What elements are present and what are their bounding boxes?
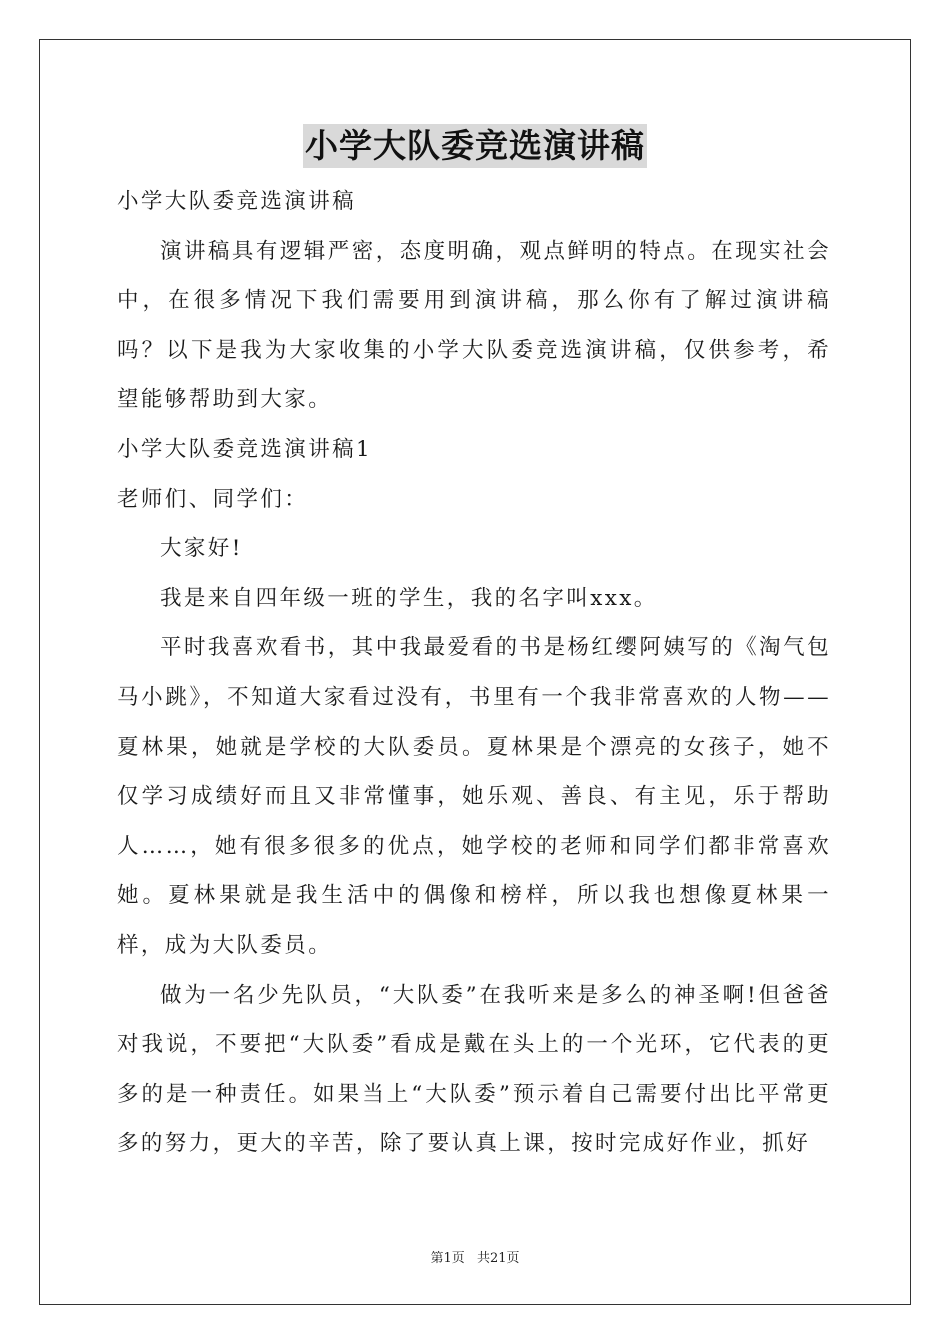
paragraph: 小学大队委竞选演讲稿1 [117,436,373,462]
page-total: 共21页 [476,1251,520,1266]
paragraph: 小学大队委竞选演讲稿 [117,189,357,214]
page-footer [0,1247,950,1266]
paragraph: 平时我喜欢看书，其中我最爱看的书是杨红缨阿姨写的《淘气包马小跳》，不知道大家看过没有，书里有一个我非常喜欢的人物——夏林果，她就是学校的大队委员。夏林果是个漂亮的女孩子，她不仅学习成绩好而且又非常懂事，她乐观、善良、有主见，乐于帮助人……，她有很多很多的优点，她学校的老师和同学们都非常喜欢她。夏林果就是我生活中的偶像和榜样，所以我也想像夏林果一样，成为大队委员。 [117,635,831,958]
paragraph: 大家好! [160,536,243,562]
paragraph: 演讲稿具有逻辑严密，态度明确，观点鲜明的特点。在现实社会中，在很多情况下我们需要用到演讲稿，那么你有了解过演讲稿吗？以下是我为大家收集的小学大队委竞选演讲稿，仅供参考，希望能够帮助到大家。 [117,238,831,413]
document-title-text: 小学大队委竞选演讲稿 [303,124,647,168]
paragraph: 做为一名少先队员，“大队委”在我听来是多么的神圣啊!但爸爸对我说，不要把“大队委”看成是戴在头上的一个光环，它代表的更多的是一种责任。如果当上“大队委”预示着自己需要付出比平常更多的努力，更大的辛苦，除了要认真上课，按时完成好作业，抓好 [117,982,831,1157]
document-body [117,177,831,1169]
document-title [0,124,950,172]
paragraph: 我是来自四年级一班的学生，我的名字叫xxx。 [160,585,658,611]
page-number: 第1页 [430,1251,465,1266]
paragraph: 老师们、同学们： [117,486,309,512]
